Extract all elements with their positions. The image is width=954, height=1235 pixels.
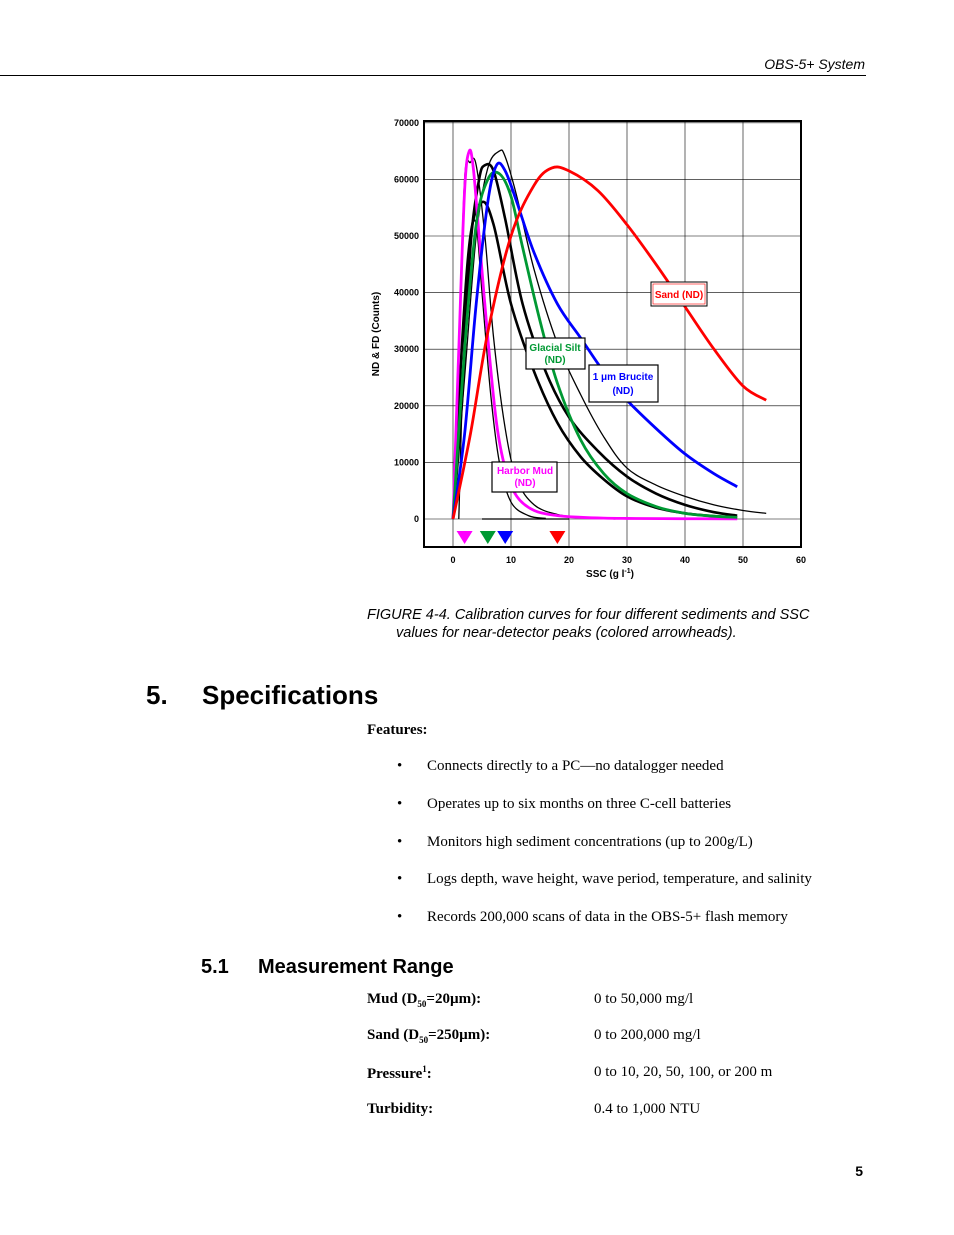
annotation-harbor-mud — [492, 462, 557, 492]
y-axis-label: ND & FD (Counts) — [371, 291, 382, 377]
section-heading — [146, 680, 378, 711]
spec-value: 0 to 50,000 mg/l — [594, 991, 694, 1007]
x-tick-label: 50 — [737, 555, 749, 565]
header-rule — [0, 75, 866, 76]
bullet-icon: • — [397, 871, 403, 888]
bullet-icon: • — [397, 909, 403, 925]
caption-line-1: FIGURE 4-4. Calibration curves for four different sediments and SSC — [367, 607, 810, 623]
section-number: 5. — [146, 680, 168, 710]
bullet-icon: • — [397, 833, 403, 850]
svg-text:(ND): (ND) — [514, 478, 536, 489]
spec-label: Mud $(D_{50}=20\mu m)$: — [367, 991, 482, 1009]
section-title: Specifications — [202, 680, 379, 710]
svg-text:1 μm Brucite: 1 μm Brucite — [592, 372, 654, 383]
svg-text:(ND): (ND) — [612, 386, 634, 397]
annotation-brucite — [589, 365, 658, 402]
spec-value: 0 to 200,000 mg/l — [594, 1027, 701, 1043]
subsection-title: Measurement Range — [258, 956, 454, 978]
peak-arrowhead — [457, 531, 473, 544]
y-tick-label: 30000 — [393, 344, 419, 355]
annotation-sand — [651, 282, 707, 306]
calibration-chart — [365, 110, 815, 585]
x-tick-label: 0 — [450, 555, 456, 565]
list-item: • Operates up to six months on three C-cell batteries — [397, 795, 732, 812]
running-header-title: OBS-5+ System — [764, 56, 865, 72]
list-item: • Monitors high sediment concentrations (up to 200g/L) — [397, 833, 753, 850]
annotation-glacial-silt — [526, 338, 585, 369]
y-tick-label: 60000 — [393, 174, 419, 185]
spec-label: Pressure$^1$: — [367, 1064, 432, 1082]
list-item: • Records 200,000 scans of data in the OBS-5+ flash memory — [397, 909, 788, 925]
y-tick-label: 40000 — [393, 287, 419, 298]
page-number: 5 — [855, 1163, 863, 1179]
x-tick-label: 60 — [795, 555, 807, 565]
list-item: • Logs depth, wave height, wave period, temperature, and salinity — [397, 871, 812, 888]
x-tick-label: 20 — [563, 555, 575, 565]
y-tick-label: 10000 — [393, 457, 419, 468]
svg-text:Glacial Silt: Glacial Silt — [529, 343, 581, 354]
peak-arrowhead — [549, 531, 565, 544]
y-tick-label: 0 — [413, 514, 419, 524]
x-tick-label: 30 — [621, 555, 633, 565]
x-axis-label: SSC (g $l^{-1}$) — [586, 568, 634, 580]
peak-arrowhead — [480, 531, 496, 544]
svg-text:(ND): (ND) — [544, 355, 566, 366]
spec-label: Turbidity: — [367, 1101, 434, 1117]
y-tick-label: 20000 — [393, 400, 419, 411]
x-tick-label: 10 — [505, 555, 517, 565]
spec-label: Sand $(D_{50}=250\mu m)$: — [367, 1027, 491, 1045]
spec-value: 0.4 to 1,000 NTU — [594, 1101, 701, 1117]
caption-line-2: values for near-detector peaks (colored arrowheads). — [396, 625, 737, 641]
spec-value: 0 to 10, 20, 50, 100, or 200 m — [594, 1064, 773, 1080]
y-tick-label: 70000 — [393, 117, 419, 128]
svg-text:Sand (ND): Sand (ND) — [654, 290, 704, 301]
figure-caption — [367, 606, 867, 642]
bullet-icon: • — [397, 795, 403, 812]
features-label: Features: — [367, 722, 428, 738]
list-item: • Connects directly to a PC—no datalogger needed — [397, 758, 724, 774]
features-list — [397, 758, 812, 947]
subsection-number: 5.1 — [201, 956, 229, 978]
subsection-heading — [201, 956, 454, 979]
svg-text:Harbor Mud: Harbor Mud — [496, 466, 554, 477]
bullet-icon: • — [397, 758, 403, 774]
x-tick-label: 40 — [679, 555, 691, 565]
y-tick-label: 50000 — [393, 231, 419, 241]
